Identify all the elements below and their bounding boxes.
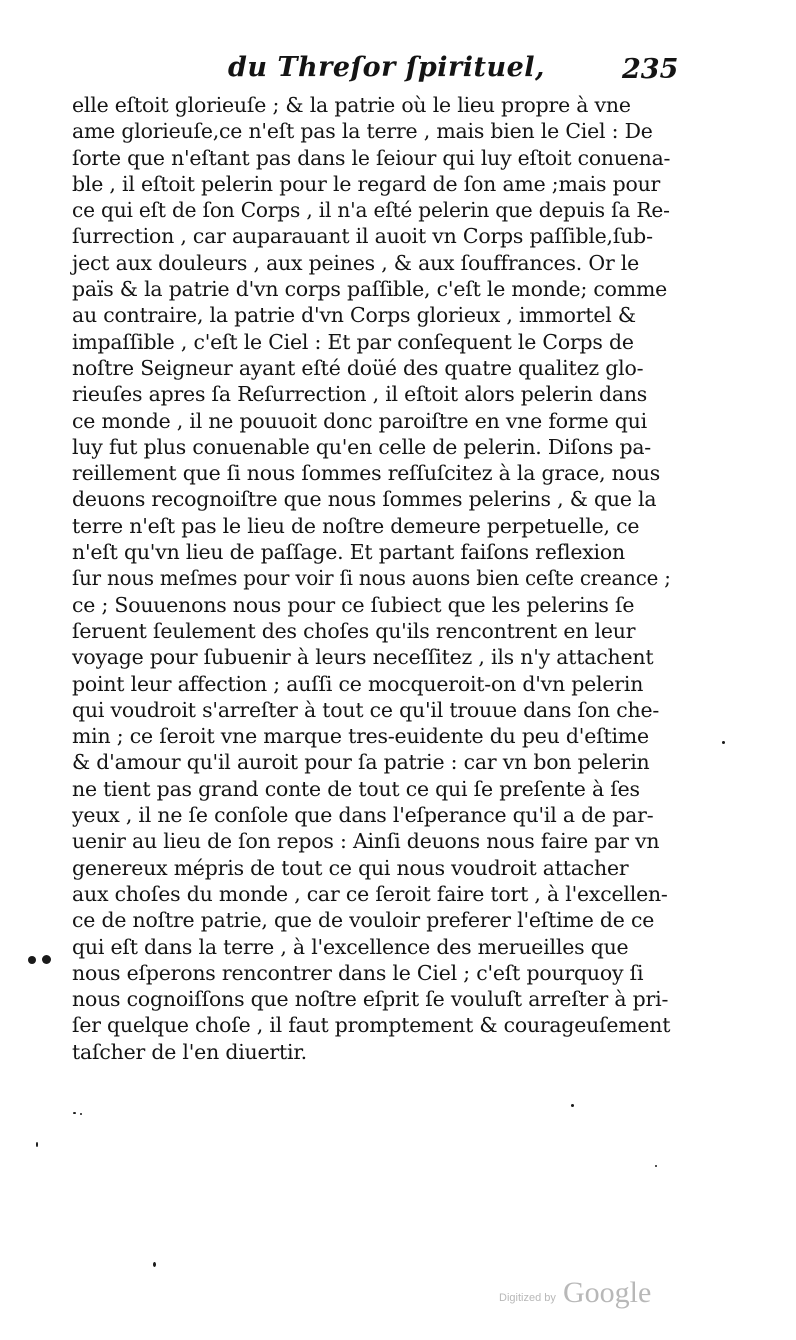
text-line: genereux mépris de tout ce qui nous voudroit attacher xyxy=(72,855,629,880)
text-line: qui voudroit s'arreſter à tout ce qu'il trouue dans ſon che- xyxy=(72,697,660,722)
text-line: rieuſes apres ſa Reſurrection , il eſtoit alors pelerin dans xyxy=(72,382,648,407)
speck xyxy=(80,1113,82,1115)
speck xyxy=(153,1262,156,1267)
text-line: voyage pour ſubuenir à leurs neceſſitez , ils n'y attachent xyxy=(72,645,654,670)
text-line: uenir au lieu de ſon repos : Ainſi deuons nous faire par vn xyxy=(72,829,660,854)
text-line: ce ; Souuenons nous pour ce ſubiect que les pelerins ſe xyxy=(72,592,635,617)
text-line: ce qui eſt de ſon Corps , il n'a eſté pelerin que depuis ſa Re- xyxy=(72,198,670,223)
body-text xyxy=(72,92,672,1065)
text-line: ſurrection , car auparauant il auoit vn Corps paſſible,ſub- xyxy=(72,224,653,249)
page-number: 235 xyxy=(622,54,679,85)
text-line: min ; ce ſeroit vne marque tres-euidente du peu d'eſtime xyxy=(72,724,649,749)
text-line: noſtre Seigneur ayant eſté doüé des quatre qualitez glo- xyxy=(72,355,644,380)
text-line: ble , il eſtoit pelerin pour le regard de ſon ame ;mais pour xyxy=(72,171,661,196)
text-line: taſcher de l'en diuertir. xyxy=(72,1039,307,1064)
text-line: au contraire, la patrie d'vn Corps glorieux , immortel & xyxy=(72,303,636,328)
text-line: elle eſtoit glorieuſe ; & la patrie où le lieu propre à vne xyxy=(72,93,631,117)
text-line: terre n'eſt pas le lieu de noſtre demeure perpetuelle, ce xyxy=(72,513,640,538)
text-line: reillement que ſi nous ſommes reſſuſcitez à la grace, nous xyxy=(72,461,661,486)
text-line: ce monde , il ne pouuoit donc paroiſtre en vne forme qui xyxy=(72,408,647,433)
text-line: nous eſperons rencontrer dans le Ciel ; c'eſt pourquoy ſi xyxy=(72,960,644,985)
text-line: ject aux douleurs , aux peines , & aux ſouffrances. Or le xyxy=(72,250,640,275)
text-line: ſorte que n'eſtant pas dans le ſeiour qui luy eſtoit conuena- xyxy=(72,145,671,170)
speck xyxy=(655,1165,657,1167)
text-line: ce de noſtre patrie, que de vouloir preferer l'eſtime de ce xyxy=(72,908,655,933)
speck xyxy=(722,741,725,744)
text-line: ne tient pas grand conte de tout ce qui ſe preſente à ſes xyxy=(72,776,640,801)
watermark-prefix: Digitized by xyxy=(499,1292,556,1304)
text-line: ame glorieuſe,ce n'eſt pas la terre , mais bien le Ciel : De xyxy=(72,119,653,144)
digitization-watermark xyxy=(499,1276,669,1316)
margin-dot xyxy=(28,956,36,964)
text-line: ſur nous meſmes pour voir ſi nous auons bien ceſte creance ; xyxy=(72,566,671,591)
text-line: ſeruent ſeulement des choſes qu'ils rencontrent en leur xyxy=(72,618,636,643)
text-line: deuons recognoiſtre que nous ſommes pelerins , & que la xyxy=(72,487,657,512)
text-line: point leur affection ; auſſi ce mocqueroit-on d'vn pelerin xyxy=(72,671,644,696)
speck xyxy=(73,1112,76,1114)
text-line: aux choſes du monde , car ce ſeroit faire tort , à l'excellen- xyxy=(72,881,668,906)
speck xyxy=(36,1142,38,1147)
page-header xyxy=(0,52,796,92)
running-title: du Threſor ſpirituel, xyxy=(228,52,545,83)
text-line: n'eſt qu'vn lieu de paſſage. Et partant faiſons reflexion xyxy=(72,540,625,565)
speck xyxy=(571,1104,574,1107)
text-line: & d'amour qu'il auroit pour ſa patrie : car vn bon pelerin xyxy=(72,750,650,775)
text-line: impaſſible , c'eſt le Ciel : Et par conſequent le Corps de xyxy=(72,329,634,354)
text-line: nous cognoiſſons que noſtre eſprit ſe vouluſt arreſter à pri- xyxy=(72,987,669,1012)
text-line: luy fut plus conuenable qu'en celle de pelerin. Diſons pa- xyxy=(72,434,652,459)
text-line: qui eſt dans la terre , à l'excellence des merueilles que xyxy=(72,934,629,959)
text-line: païs & la patrie d'vn corps paſſible, c'eſt le monde; comme xyxy=(72,277,668,302)
text-line: yeux , il ne ſe conſole que dans l'eſperance qu'il a de par- xyxy=(72,803,654,828)
text-line: ſer quelque choſe , il faut promptement & courageuſement xyxy=(72,1013,671,1038)
margin-dot xyxy=(42,955,51,964)
watermark-brand: Google xyxy=(563,1276,652,1309)
